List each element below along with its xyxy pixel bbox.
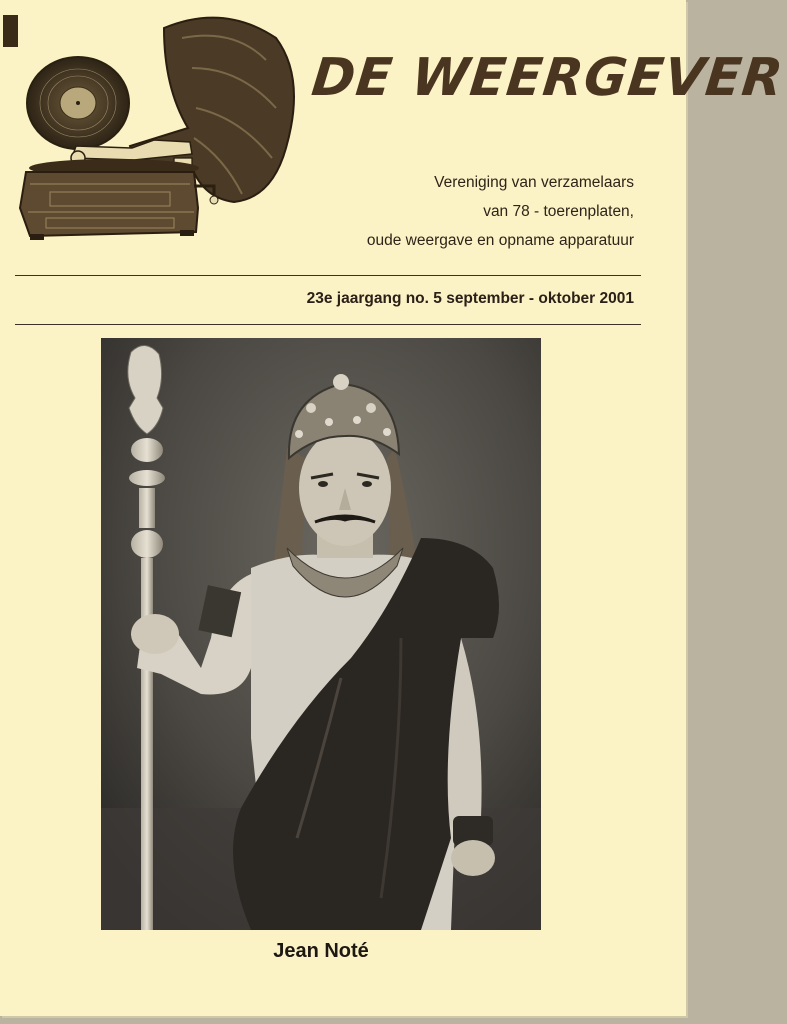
bottom-divider <box>15 324 641 325</box>
top-divider <box>15 275 641 276</box>
issue-info: 23e jaargang no. 5 september - oktober 2001 <box>306 290 634 307</box>
association-subtitle <box>254 168 634 255</box>
singer-portrait <box>101 338 541 930</box>
subtitle-line: Vereniging van verzamelaars <box>434 174 634 191</box>
subtitle-line: van 78 - toerenplaten, <box>483 203 634 220</box>
cover-photo <box>101 338 541 930</box>
subtitle-line: oude weergave en opname apparatuur <box>366 232 634 249</box>
photo-caption: Jean Noté <box>273 940 369 962</box>
magazine-title: DE WEERGEVER <box>308 48 787 108</box>
cabinet <box>20 172 198 236</box>
